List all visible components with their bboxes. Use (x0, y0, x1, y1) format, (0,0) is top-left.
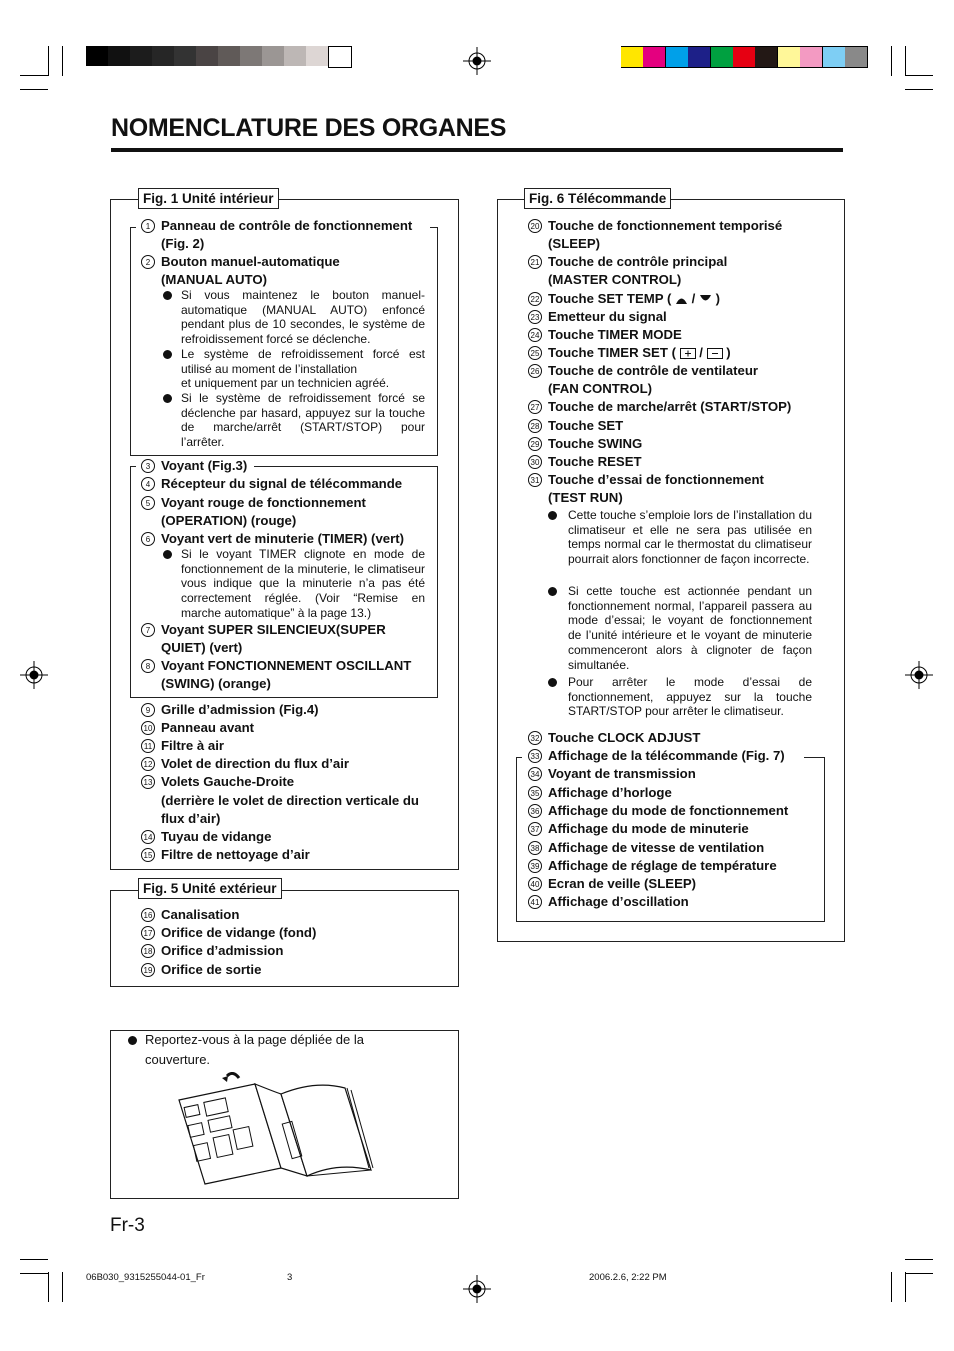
color-swatch (711, 46, 734, 68)
item-label: Orifice d’admission (161, 943, 284, 959)
footer-page: 3 (287, 1272, 293, 1283)
item-number: 35 (528, 786, 542, 800)
item-number: 14 (141, 830, 155, 844)
color-swatch (688, 46, 711, 68)
color-swatch (800, 46, 823, 68)
item-number: 29 (528, 437, 542, 451)
item-number: 19 (141, 963, 155, 977)
item-number: 37 (528, 822, 542, 836)
item-number: 41 (528, 895, 542, 909)
gray-swatch (284, 46, 307, 66)
item-label: (TEST RUN) (548, 490, 623, 505)
minus-box-icon (707, 348, 723, 359)
item-label: Touche d’essai de fonctionnement (548, 472, 764, 487)
gray-swatch (174, 46, 197, 66)
gray-swatch (196, 46, 219, 66)
color-swatch (823, 46, 846, 68)
bullet-text: Pour arrêter le mode d’essai de fonctionnement, appuyez sur la touche START/STOP pour arrêter le climatiseur. (568, 675, 812, 719)
bullet (163, 550, 172, 559)
item-label: Volet de direction du flux d’air (161, 756, 350, 772)
item-number: 38 (528, 841, 542, 855)
item-number: 20 (528, 219, 542, 233)
item-label: Touche SET (548, 418, 624, 433)
item-number: 9 (141, 703, 155, 717)
gray-swatch (152, 46, 175, 66)
fig5-tab: Fig. 5 Unité extérieur (138, 878, 282, 899)
plus-box-icon (680, 348, 696, 359)
item-number: 36 (528, 804, 542, 818)
item-number: 26 (528, 364, 542, 378)
item-label: (MASTER CONTROL) (548, 272, 682, 287)
item-label: Touche de contrôle de ventilateur (548, 363, 759, 378)
item-number: 17 (141, 926, 155, 940)
color-swatch (666, 46, 689, 68)
item-label: Affichage d’oscillation (548, 894, 689, 910)
note-text-line1: Reportez-vous à la page dépliée de la (145, 1032, 364, 1047)
item-label: Canalisation (161, 907, 240, 922)
item-label: Filtre à air (161, 738, 225, 754)
item-label: Ecran de veille (SLEEP) (548, 876, 697, 892)
color-swatch (643, 46, 666, 68)
item-number: 13 (141, 775, 155, 789)
item-label: Affichage de vitesse de ventilation (548, 839, 765, 855)
bullet (548, 678, 557, 687)
triangle-up-icon (675, 294, 688, 305)
registration-mark-icon (20, 661, 48, 689)
footer-date: 2006.2.6, 2:22 PM (589, 1272, 667, 1283)
gray-swatch (240, 46, 263, 66)
item-label: (FAN CONTROL) (548, 381, 653, 396)
bullet (128, 1036, 137, 1045)
item-number: 11 (141, 739, 155, 753)
item-label: Affichage du mode de fonctionnement (548, 802, 789, 818)
bullet-text: Si le voyant TIMER clignote en mode de fonctionnement de la minuterie, le climatiseur vous indique que la minuterie n’a pas été correctement réglée. (Voir “Remise en marche automatique” à la page 13.) (181, 547, 425, 620)
item-label: flux d’air) (161, 810, 221, 826)
item-label: Panneau avant (161, 720, 255, 736)
item-label: Touche de contrôle principal (548, 254, 728, 269)
gray-swatch (306, 46, 329, 66)
registration-mark-icon (463, 47, 491, 75)
bullet-text: Si le système de refroidissement forcé se déclenche par hasard, appuyez sur la touche de marche/arrêt (START/STOP) pour l’arrêter. (181, 391, 425, 450)
item-number: 28 (528, 419, 542, 433)
page-title: NOMENCLATURE DES ORGANES (111, 114, 507, 142)
bullet-text: Cette touche s’emploie lors de l’installation du climatiseur et elle ne sera pas utilisée en temps normal car le thermostat du climatiseur pourrait alors fonctionner de façon incorrecte. (568, 508, 812, 567)
booklet-illustration-icon (175, 1072, 375, 1192)
gray-swatch (130, 46, 153, 66)
bullet (163, 350, 172, 359)
item-label: Touche de marche/arrêt (START/STOP) (548, 399, 792, 414)
footer-file-id: 06B030_9315255044-01_Fr (86, 1272, 205, 1283)
item-number: 39 (528, 859, 542, 873)
item-label: Affichage du mode de minuterie (548, 821, 749, 837)
item-label: Filtre de nettoyage d’air (161, 846, 310, 862)
item-label: Orifice de vidange (fond) (161, 925, 317, 941)
item-label: (derrière le volet de direction verticale du (161, 792, 419, 808)
bullet (548, 587, 557, 596)
bullet (163, 394, 172, 403)
fig1-tab: Fig. 1 Unité intérieur (138, 188, 279, 209)
bullet (163, 291, 172, 300)
gray-swatch (218, 46, 241, 66)
item-number: 33 (528, 749, 542, 763)
gray-swatch (262, 46, 285, 66)
bullet-text: Si vous maintenez le bouton manuel-automatique (MANUAL AUTO) enfoncé pendant plus de 10 secondes, le système de refroidissement forcé se déclenche. (181, 288, 425, 347)
gray-swatch (328, 46, 352, 68)
item-number: 40 (528, 877, 542, 891)
bullet (548, 511, 557, 520)
color-swatch (621, 46, 644, 68)
item-label: (SLEEP) (548, 236, 601, 251)
item-label: Tuyau de vidange (161, 828, 272, 844)
item-label: Grille d’admission (Fig.4) (161, 702, 319, 717)
item-number: 10 (141, 721, 155, 735)
bullet-text: Si cette touche est actionnée pendant un fonctionnement normal, l’appareil passera au mode d’essai; le voyant de fonctionnement de l’unité intérieure et le voyant de minuterie commenceront alors à clignoter de façon simultanée. (568, 584, 812, 672)
gray-swatch (86, 46, 109, 66)
title-rule (111, 148, 843, 152)
item-number: 18 (141, 944, 155, 958)
color-swatch (845, 46, 868, 68)
item-number: 12 (141, 757, 155, 771)
page-number: Fr-3 (110, 1215, 145, 1236)
registration-mark-icon (905, 661, 933, 689)
item-label: Affichage de réglage de température (548, 857, 777, 873)
item-number: 31 (528, 473, 542, 487)
item-label: Affichage d’horloge (548, 784, 672, 800)
color-swatch (778, 46, 801, 68)
triangle-down-icon (699, 294, 712, 305)
item-number: 15 (141, 848, 155, 862)
item-label: Touche RESET (548, 454, 642, 469)
bullet-text: Le système de refroidissement forcé est utilisé au moment de l’installation (181, 347, 425, 376)
registration-mark-icon (463, 1275, 491, 1303)
item-number: 27 (528, 400, 542, 414)
gray-swatch (108, 46, 131, 66)
item-number: 16 (141, 908, 155, 922)
item-label: Orifice de sortie (161, 961, 262, 977)
note-text-line2: couverture. (145, 1052, 211, 1067)
item-label: Touche SWING (548, 436, 643, 451)
item-label: Affichage de la télécommande (Fig. 7) (548, 748, 785, 763)
bullet-text: et uniquement par un technicien agréé. (181, 376, 390, 390)
item-label: Volets Gauche-Droite (161, 774, 295, 790)
item-label: Voyant de transmission (548, 766, 696, 782)
item-label: Touche de fonctionnement temporisé (548, 218, 783, 233)
item-number: 30 (528, 455, 542, 469)
fig6-tab: Fig. 6 Télécommande (524, 188, 671, 209)
item-number: 21 (528, 255, 542, 269)
item-number: 34 (528, 767, 542, 781)
color-swatch (755, 46, 778, 68)
color-swatch (733, 46, 756, 68)
